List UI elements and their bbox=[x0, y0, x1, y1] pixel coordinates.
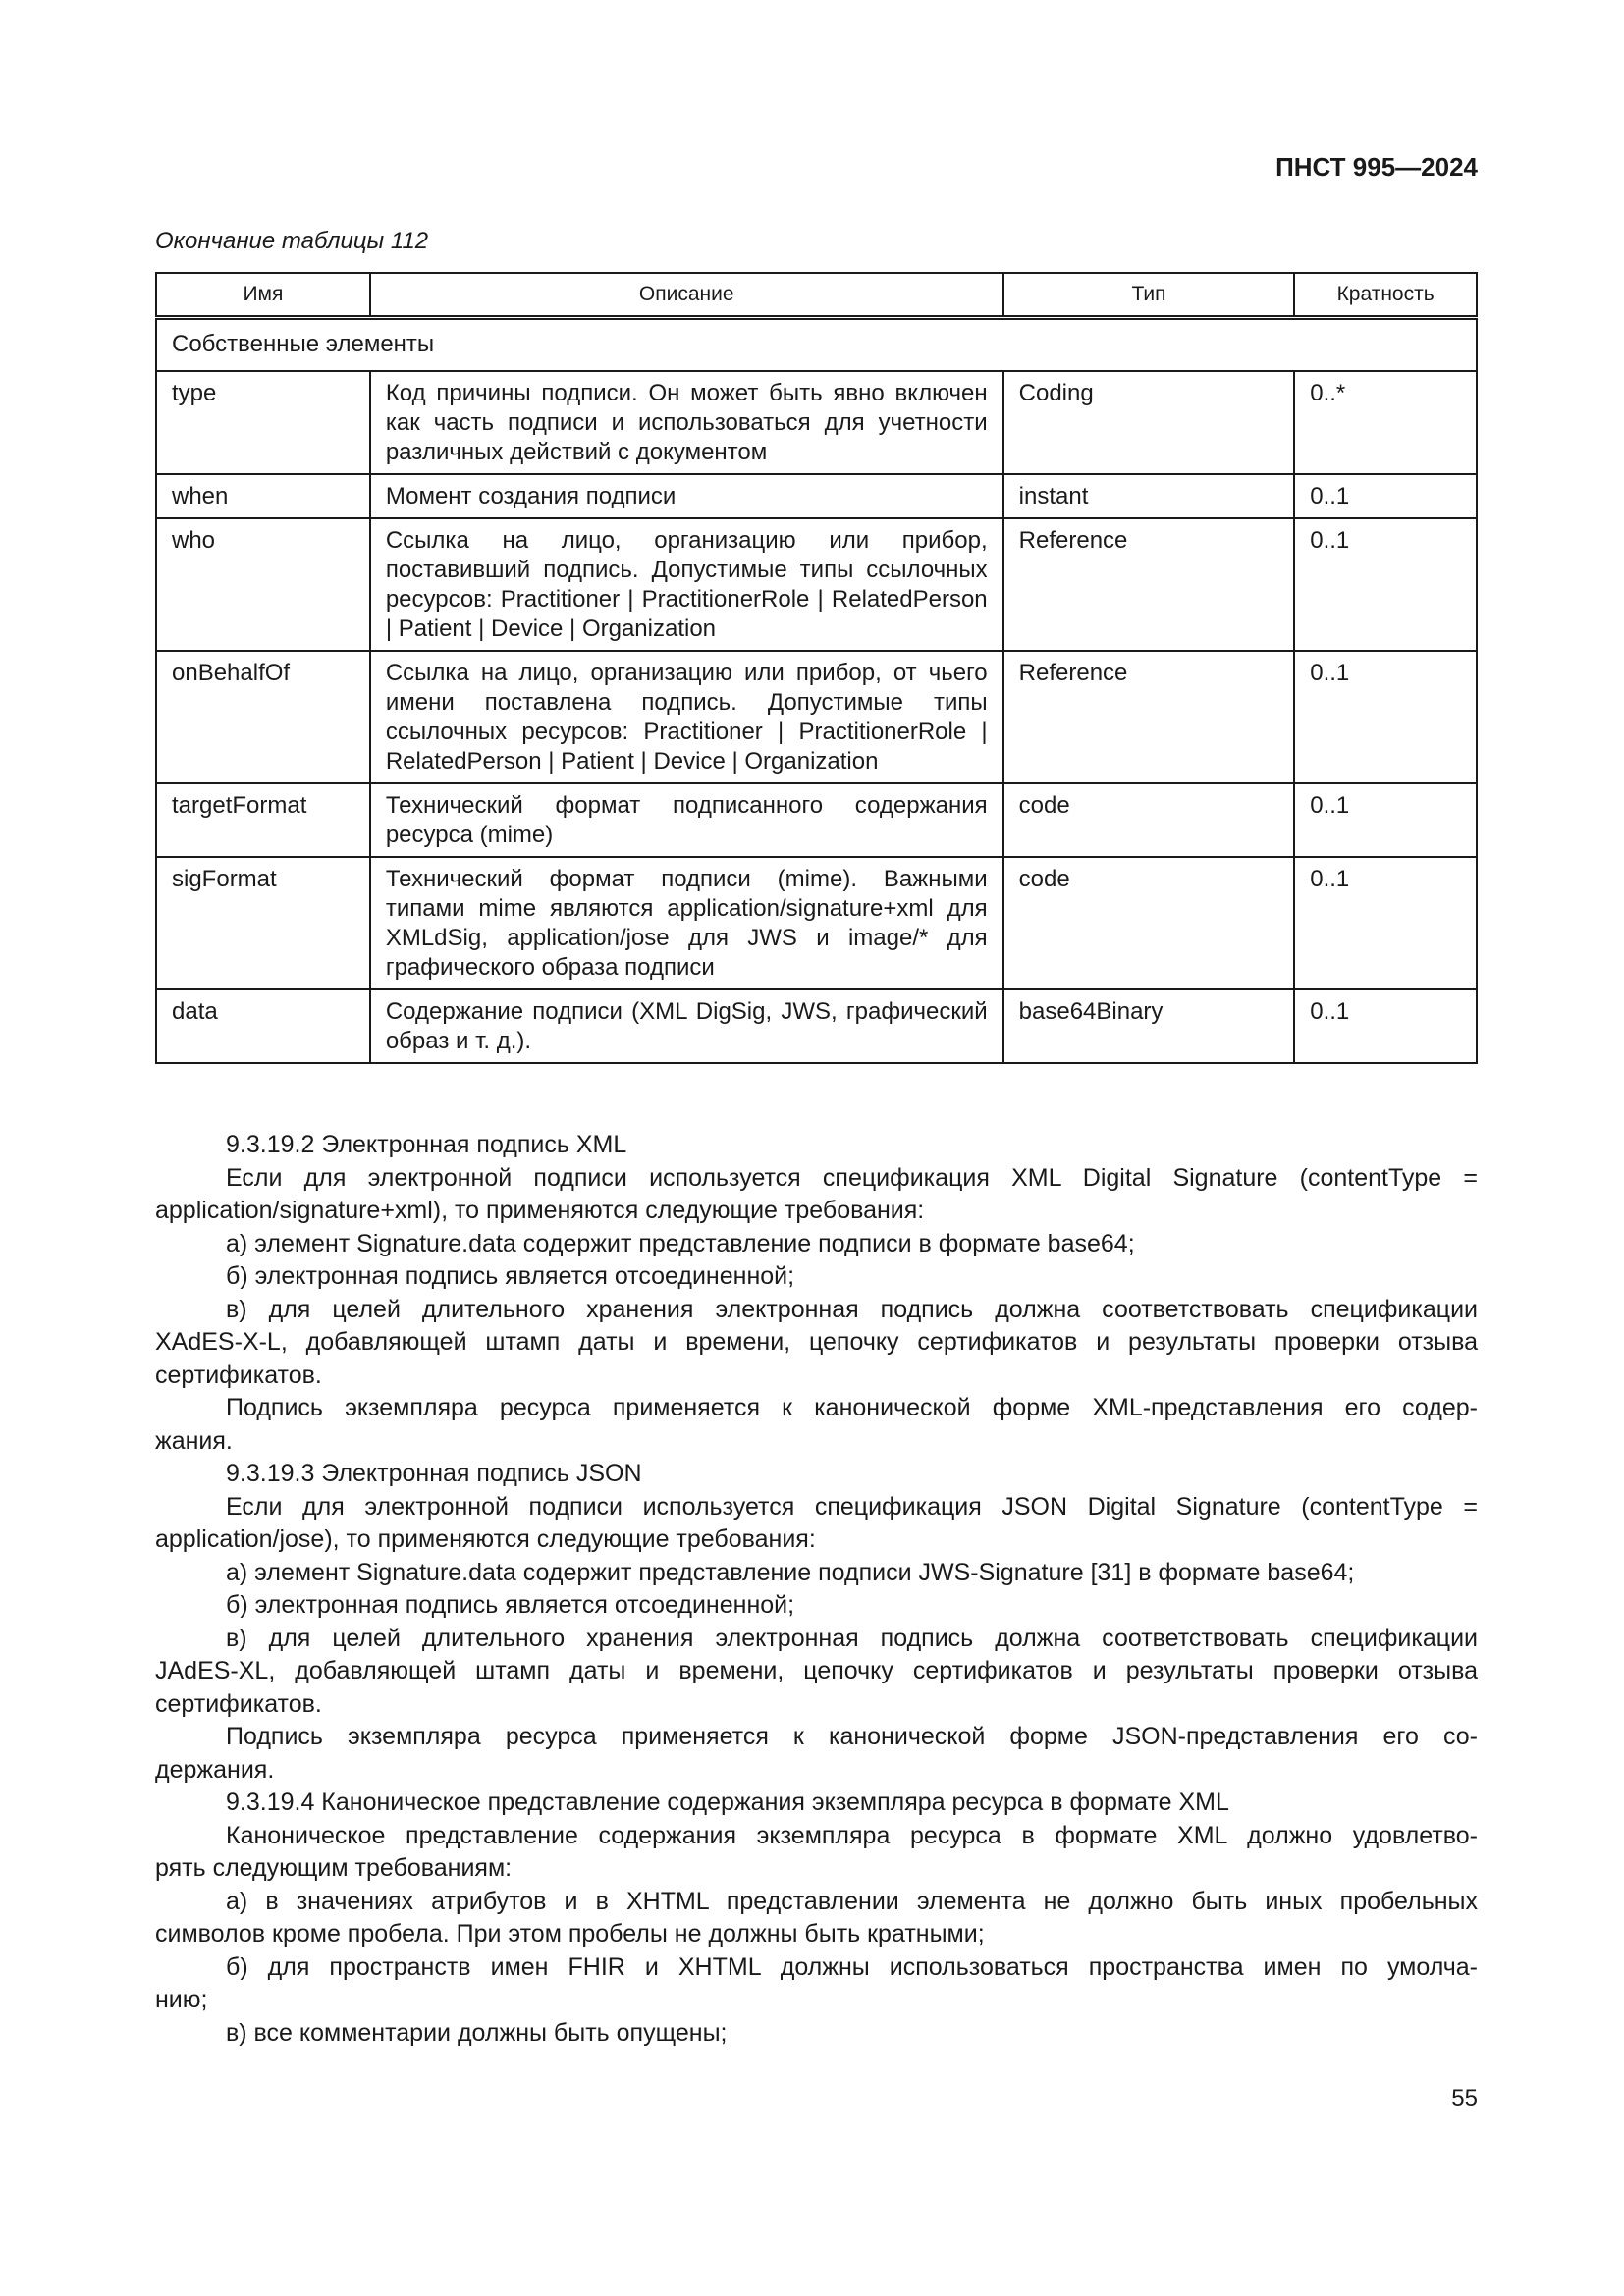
element-description: Содержание подписи (XML DigSig, JWS, графический образ и т. д.). bbox=[370, 989, 1003, 1063]
element-type: base64Binary bbox=[1003, 989, 1295, 1063]
paragraph bbox=[155, 1951, 1478, 2017]
element-description: Ссылка на лицо, организацию или прибор, поставивший подпись. Допустимые типы ссылочных ресурсов: Practitioner | PractitionerRole | RelatedPerson | Patient | Device | Organization bbox=[370, 518, 1003, 651]
text-line: 9.3.19.3 Электронная подпись JSON bbox=[226, 1460, 642, 1487]
element-type: code bbox=[1003, 783, 1295, 857]
table-row bbox=[156, 651, 1477, 783]
text-line: XAdES-X-L, добавляющей штамп даты и времени, цепочку сертификатов и результаты проверки отзыва bbox=[155, 1328, 1478, 1356]
element-description: Технический формат подписи (mime). Важными типами mime являются application/signature+xml для XMLdSig, application/jose для JWS и image/* для графического образа подписи bbox=[370, 857, 1003, 989]
element-name: data bbox=[156, 989, 370, 1063]
text-line: 9.3.19.4 Каноническое представление содержания экземпляра ресурса в формате XML bbox=[226, 1789, 1229, 1816]
text-line: символов кроме пробела. При этом пробелы не должны быть кратными; bbox=[155, 1920, 985, 1948]
element-description: Технический формат подписанного содержания ресурса (mime) bbox=[370, 783, 1003, 857]
text-line: JAdES-XL, добавляющей штамп даты и времени, цепочку сертификатов и результаты проверки отзыва bbox=[155, 1657, 1478, 1684]
paragraph bbox=[155, 1129, 1478, 1162]
paragraph bbox=[155, 2017, 1478, 2051]
text-line: а) элемент Signature.data содержит представление подписи в формате base64; bbox=[226, 1229, 1135, 1257]
text-line: 9.3.19.2 Электронная подпись XML bbox=[226, 1131, 627, 1158]
element-description: Ссылка на лицо, организацию или прибор, от чьего имени поставлена подпись. Допустимые типы ссылочных ресурсов: Practitioner | PractitionerRole | RelatedPerson | Patient | Device | Organization bbox=[370, 651, 1003, 783]
text-line: Каноническое представление содержания экземпляра ресурса в формате XML должно удовлетво- bbox=[226, 1821, 1478, 1849]
element-name: onBehalfOf bbox=[156, 651, 370, 783]
text-line: а) в значениях атрибутов и в XHTML представлении элемента не должно быть иных пробельных bbox=[226, 1887, 1478, 1915]
body-text bbox=[155, 1129, 1478, 2050]
table-row bbox=[156, 783, 1477, 857]
element-cardinality: 0..* bbox=[1294, 371, 1477, 474]
text-line: application/signature+xml), то применяются следующие требования: bbox=[155, 1197, 925, 1224]
text-line: б) электронная подпись является отсоединенной; bbox=[226, 1591, 795, 1619]
text-line: в) для целей длительного хранения электронная подпись должна соответствовать спецификации bbox=[226, 1624, 1478, 1652]
section-row bbox=[156, 318, 1477, 372]
table-header-row bbox=[156, 273, 1477, 318]
paragraph bbox=[155, 1228, 1478, 1261]
table-row bbox=[156, 518, 1477, 651]
element-description: Код причины подписи. Он может быть явно включен как часть подписи и использоваться для учетности различных действий с документом bbox=[370, 371, 1003, 474]
paragraph bbox=[155, 1787, 1478, 1820]
text-line: в) для целей длительного хранения электронная подпись должна соответствовать спецификации bbox=[226, 1295, 1478, 1323]
paragraph bbox=[155, 1162, 1478, 1228]
element-name: sigFormat bbox=[156, 857, 370, 989]
element-description: Момент создания подписи bbox=[370, 474, 1003, 518]
element-cardinality: 0..1 bbox=[1294, 651, 1477, 783]
table-caption: Окончание таблицы 112 bbox=[155, 228, 429, 254]
table-row bbox=[156, 989, 1477, 1063]
paragraph bbox=[155, 1623, 1478, 1722]
element-name: type bbox=[156, 371, 370, 474]
paragraph bbox=[155, 1491, 1478, 1557]
paragraph bbox=[155, 1458, 1478, 1491]
paragraph bbox=[155, 1721, 1478, 1787]
element-cardinality: 0..1 bbox=[1294, 783, 1477, 857]
text-line: б) электронная подпись является отсоединенной; bbox=[226, 1262, 795, 1290]
text-line: жания. bbox=[155, 1426, 233, 1455]
element-name: when bbox=[156, 474, 370, 518]
text-line: Если для электронной подписи используется спецификация XML Digital Signature (contentType = bbox=[226, 1163, 1478, 1192]
text-line: application/jose), то применяются следующие требования: bbox=[155, 1525, 816, 1553]
element-cardinality: 0..1 bbox=[1294, 989, 1477, 1063]
element-cardinality: 0..1 bbox=[1294, 857, 1477, 989]
table-row bbox=[156, 371, 1477, 474]
paragraph bbox=[155, 1589, 1478, 1623]
element-name: targetFormat bbox=[156, 783, 370, 857]
element-type: code bbox=[1003, 857, 1295, 989]
text-line: в) все комментарии должны быть опущены; bbox=[226, 2018, 728, 2047]
element-name: who bbox=[156, 518, 370, 651]
paragraph bbox=[155, 1557, 1478, 1590]
element-type: instant bbox=[1003, 474, 1295, 518]
text-line: нию; bbox=[155, 1986, 208, 2013]
text-line: Если для электронной подписи используется спецификация JSON Digital Signature (contentType = bbox=[226, 1492, 1478, 1521]
text-line: б) для пространств имен FHIR и XHTML должны использоваться пространства имен по умолча- bbox=[226, 1952, 1478, 1981]
paragraph bbox=[155, 1886, 1478, 1951]
element-type: Reference bbox=[1003, 651, 1295, 783]
paragraph bbox=[155, 1294, 1478, 1393]
text-line: Подпись экземпляра ресурса применяется к канонической форме JSON-представления его со- bbox=[226, 1723, 1478, 1750]
signature-elements-table bbox=[155, 272, 1478, 1064]
column-header-type: Тип bbox=[1003, 273, 1295, 318]
element-cardinality: 0..1 bbox=[1294, 518, 1477, 651]
paragraph bbox=[155, 1260, 1478, 1294]
text-line: а) элемент Signature.data содержит представление подписи JWS-Signature [31] в формате base64; bbox=[226, 1558, 1355, 1586]
table-row bbox=[156, 474, 1477, 518]
text-line: держания. bbox=[155, 1755, 275, 1784]
text-line: сертификатов. bbox=[155, 1689, 322, 1718]
text-line: рять следующим требованиям: bbox=[155, 1854, 513, 1882]
element-type: Coding bbox=[1003, 371, 1295, 474]
paragraph bbox=[155, 1820, 1478, 1886]
element-type: Reference bbox=[1003, 518, 1295, 651]
column-header-cardinality: Кратность bbox=[1294, 273, 1477, 318]
section-title: Собственные элементы bbox=[156, 318, 1477, 372]
column-header-description: Описание bbox=[370, 273, 1003, 318]
column-header-name: Имя bbox=[156, 273, 370, 318]
text-line: сертификатов. bbox=[155, 1361, 322, 1389]
table-row bbox=[156, 857, 1477, 989]
page-number: 55 bbox=[1451, 2085, 1478, 2111]
document-code: ПНСТ 995—2024 bbox=[1275, 152, 1478, 182]
text-line: Подпись экземпляра ресурса применяется к канонической форме XML-представления его содер- bbox=[226, 1394, 1478, 1421]
paragraph bbox=[155, 1392, 1478, 1458]
element-cardinality: 0..1 bbox=[1294, 474, 1477, 518]
